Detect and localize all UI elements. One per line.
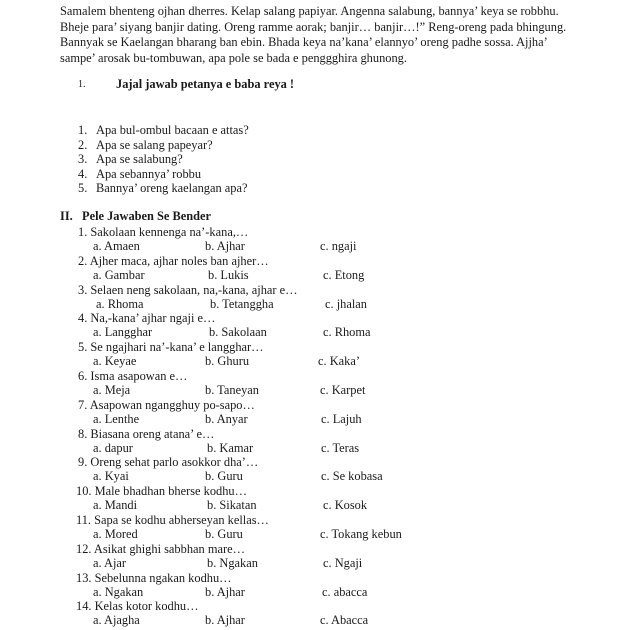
- question-text: Apa se salabung?: [96, 152, 183, 167]
- mc-option-a: a. Ngakan: [93, 584, 144, 599]
- mc-option-a: a. Meja: [93, 382, 131, 397]
- mc-question-stem: 7. Asapowan ngangghuy po-sapo…: [78, 397, 255, 412]
- mc-option-a: a. Amaen: [93, 239, 140, 253]
- mc-option-c: c. Tokang kebun: [320, 526, 402, 541]
- essay-question: [78, 123, 249, 138]
- mc-question: [0, 398, 638, 427]
- mc-option-a: a. Langghar: [93, 325, 153, 340]
- mc-option-c: c. ngaji: [320, 239, 357, 253]
- mc-option-c: c. Abacca: [320, 613, 369, 628]
- mc-option-a: a. Rhoma: [96, 296, 144, 311]
- mc-question-stem: 5. Se ngajhari na’-kana’ e langghar…: [78, 340, 264, 355]
- mc-question-stem: 12. Asikat ghighi sabbhan mare…: [76, 541, 245, 556]
- mc-question: [0, 484, 638, 513]
- mc-option-c: c. Karpet: [320, 382, 366, 397]
- mc-question-stem: 2. Ajher maca, ajhar noles ban ajher…: [78, 253, 269, 268]
- mc-question-stem: 1. Sakolaan kennenga na’-kana,…: [78, 225, 249, 239]
- essay-question: [78, 167, 249, 182]
- mc-question: [0, 369, 638, 398]
- essay-question: [78, 138, 249, 153]
- mc-question: [0, 340, 638, 369]
- mc-option-c: c. Kosok: [323, 498, 368, 513]
- mc-option-a: a. Gambar: [93, 267, 145, 282]
- passage-line: Bheje para’ siyang banjir dating. Oreng ramme aorak; banjir… banjir…!” Reng-oreng pada bhingung.: [60, 19, 567, 34]
- mc-option-b: b. Tetanggha: [210, 296, 274, 311]
- question-text: Apa bul-ombul bacaan e attas?: [96, 123, 249, 137]
- mc-option-a: a. Mandi: [93, 498, 138, 513]
- mc-question-stem: 8. Biasana oreng atana’ e…: [78, 426, 215, 441]
- mc-question-stem: 11. Sapa se kodhu abherseyan kellas…: [76, 512, 269, 527]
- mc-option-a: a. Kyai: [93, 469, 129, 484]
- mc-question-stem: 3. Selaen neng sakolaan, na,-kana, ajhar e…: [78, 282, 298, 297]
- mc-option-b: b. Ghuru: [205, 354, 250, 369]
- question-number: 4.: [78, 166, 88, 181]
- mc-option-b: b. Guru: [205, 469, 243, 484]
- section-two-heading: [60, 209, 211, 224]
- mc-question: [0, 311, 638, 340]
- reading-passage: [60, 4, 580, 66]
- mc-option-a: a. dapur: [93, 440, 133, 455]
- essay-question: [78, 181, 249, 196]
- mc-question-stem: 6. Isma asapowan e…: [78, 368, 188, 383]
- mc-question: [0, 513, 638, 542]
- section-one-number: 1.: [78, 79, 86, 90]
- mc-option-b: b. Taneyan: [205, 382, 259, 397]
- question-number: 2.: [78, 137, 88, 152]
- mc-question: [0, 571, 638, 600]
- mc-option-b: b. Guru: [205, 526, 243, 541]
- mc-option-c: c. Lajuh: [321, 411, 362, 426]
- passage-line: Samalem bhenteng ojhan dherres. Kelap salang papiyar. Angenna salabung, bannya’ keya se robbhu.: [60, 4, 559, 18]
- mc-option-b: b. Kamar: [207, 440, 254, 455]
- mc-question-stem: 13. Sebelunna ngakan kodhu…: [76, 570, 232, 585]
- mc-question: [0, 599, 638, 628]
- mc-option-b: b. Anyar: [205, 411, 248, 426]
- section-one-title: Jajal jawab petanya e baba reya !: [116, 77, 295, 91]
- mc-question: [0, 542, 638, 571]
- multiple-choice-list: [0, 225, 638, 628]
- mc-option-b: b. Lukis: [208, 267, 249, 282]
- mc-option-c: c. Ngaji: [323, 555, 363, 570]
- mc-option-c: c. abacca: [322, 584, 368, 599]
- mc-option-b: b. Ajhar: [205, 584, 245, 599]
- question-text: Apa sebannya’ robbu: [96, 166, 202, 181]
- mc-question: [0, 254, 638, 283]
- mc-question-stem: 9. Oreng sehat parlo asokkor dha’…: [78, 455, 259, 470]
- mc-question: [0, 283, 638, 312]
- mc-option-c: c. jhalan: [325, 296, 367, 311]
- passage-line: Bannyak se Kaelangan bharang ban ebin. Bhada keya na’kana’ elannyo’ oreng padhe sossa. Ajjha’: [60, 35, 548, 49]
- question-text: Apa se salang papeyar?: [96, 137, 213, 152]
- question-number: 3.: [78, 152, 88, 167]
- question-number: 1.: [78, 123, 88, 137]
- mc-question: [0, 427, 638, 456]
- mc-question-stem: 10. Male bhadhan bherse kodhu…: [76, 484, 248, 499]
- mc-question: [0, 455, 638, 484]
- section-two-title: Pele Jawaben Se Bender: [82, 209, 212, 223]
- mc-question-stem: 4. Na,-kana’ ajhar ngaji e…: [78, 311, 216, 326]
- section-two-number: II.: [60, 209, 73, 223]
- mc-option-c: c. Etong: [323, 267, 365, 282]
- mc-option-b: b. Ajhar: [205, 613, 245, 628]
- essay-question-list: [78, 123, 249, 196]
- mc-option-a: a. Mored: [93, 526, 138, 541]
- mc-option-a: a. Lenthe: [93, 411, 140, 426]
- mc-option-b: b. Sikatan: [207, 498, 257, 513]
- mc-option-a: a. Ajar: [93, 555, 127, 570]
- mc-option-b: b. Ngakan: [207, 555, 258, 570]
- mc-question: [0, 225, 638, 254]
- mc-option-c: c. Rhoma: [323, 325, 371, 340]
- essay-question: [78, 152, 249, 167]
- mc-option-b: b. Sakolaan: [209, 325, 267, 340]
- mc-option-c: c. Se kobasa: [321, 469, 383, 484]
- mc-option-c: c. Kaka’: [318, 354, 360, 369]
- question-number: 5.: [78, 181, 88, 196]
- question-text: Bannya’ oreng kaelangan apa?: [96, 181, 248, 196]
- mc-option-b: b. Ajhar: [205, 239, 245, 253]
- mc-option-a: a. Keyae: [93, 354, 137, 369]
- mc-option-c: c. Teras: [321, 440, 360, 455]
- passage-line: sampe’ arosak bu-tombuwan, apa pole se bada e penggghira ghunong.: [60, 50, 407, 65]
- mc-question-stem: 14. Kelas kotor kodhu…: [76, 599, 199, 614]
- mc-option-a: a. Ajagha: [93, 613, 140, 628]
